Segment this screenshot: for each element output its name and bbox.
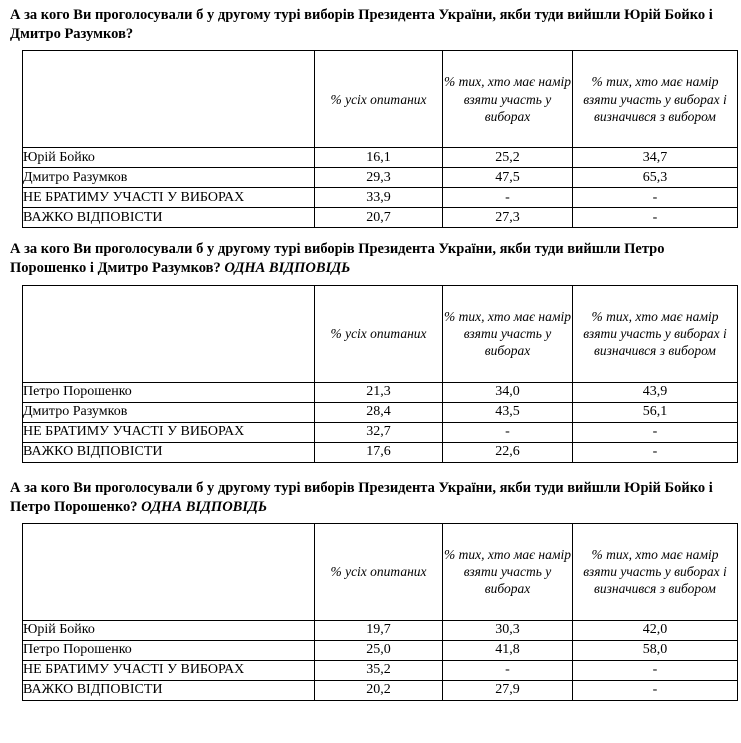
question-main-2: А за кого Ви проголосували б у другому турі виборів Президента України, якби туди вийшли Петро Порошенко і Дмитро Разумков? <box>10 241 665 277</box>
row-value-intend: - <box>443 422 573 442</box>
question-text-1 <box>10 6 733 44</box>
row-value-intend: 22,6 <box>443 442 573 462</box>
header-cell-decided: % тих, хто має намір взяти участь у виборах і визначився з вибором <box>573 51 738 148</box>
row-value-all: 20,7 <box>315 208 443 228</box>
header-cell-intend: % тих, хто має намір взяти участь у виборах <box>443 285 573 382</box>
row-value-intend: 25,2 <box>443 148 573 168</box>
question-text-3 <box>10 479 733 517</box>
row-value-intend: - <box>443 188 573 208</box>
poll-block-2 <box>8 240 733 462</box>
row-value-intend: 30,3 <box>443 620 573 640</box>
table-row <box>23 402 738 422</box>
row-value-all: 17,6 <box>315 442 443 462</box>
header-cell-decided: % тих, хто має намір взяти участь у виборах і визначився з вибором <box>573 523 738 620</box>
table-row <box>23 148 738 168</box>
table-header-row <box>23 523 738 620</box>
row-label: Петро Порошенко <box>23 640 315 660</box>
question-text-2 <box>10 240 733 278</box>
header-cell-blank <box>23 523 315 620</box>
poll-table-3 <box>22 523 738 701</box>
table-header-row <box>23 285 738 382</box>
header-cell-decided: % тих, хто має намір взяти участь у виборах і визначився з вибором <box>573 285 738 382</box>
row-value-decided: 58,0 <box>573 640 738 660</box>
row-value-decided: - <box>573 680 738 700</box>
row-label: Юрій Бойко <box>23 148 315 168</box>
row-value-all: 21,3 <box>315 382 443 402</box>
table-row <box>23 660 738 680</box>
row-value-all: 29,3 <box>315 168 443 188</box>
row-value-decided: - <box>573 422 738 442</box>
row-label: ВАЖКО ВІДПОВІСТИ <box>23 442 315 462</box>
row-label: ВАЖКО ВІДПОВІСТИ <box>23 680 315 700</box>
row-value-all: 35,2 <box>315 660 443 680</box>
row-value-decided: 34,7 <box>573 148 738 168</box>
poll-table-1 <box>22 50 738 228</box>
row-value-all: 25,0 <box>315 640 443 660</box>
row-value-all: 33,9 <box>315 188 443 208</box>
row-value-intend: 47,5 <box>443 168 573 188</box>
row-label: Дмитро Разумков <box>23 402 315 422</box>
question-note-3: ОДНА ВІДПОВІДЬ <box>141 498 268 515</box>
table-header-row <box>23 51 738 148</box>
row-label: Дмитро Разумков <box>23 168 315 188</box>
table-row <box>23 640 738 660</box>
row-value-all: 28,4 <box>315 402 443 422</box>
poll-block-1 <box>8 6 733 228</box>
question-main-1: А за кого Ви проголосували б у другому турі виборів Президента України, якби туди вийшли Юрій Бойко і Дмитро Разумков? <box>10 7 713 43</box>
table-row <box>23 188 738 208</box>
row-value-intend: 43,5 <box>443 402 573 422</box>
header-cell-all: % усіх опитаних <box>315 523 443 620</box>
row-value-all: 16,1 <box>315 148 443 168</box>
row-label: НЕ БРАТИМУ УЧАСТІ У ВИБОРАХ <box>23 188 315 208</box>
header-cell-intend: % тих, хто має намір взяти участь у виборах <box>443 51 573 148</box>
row-value-intend: 27,9 <box>443 680 573 700</box>
row-value-all: 20,2 <box>315 680 443 700</box>
row-value-intend: - <box>443 660 573 680</box>
row-value-decided: 42,0 <box>573 620 738 640</box>
table-row <box>23 442 738 462</box>
row-value-decided: 56,1 <box>573 402 738 422</box>
row-label: Петро Порошенко <box>23 382 315 402</box>
header-cell-blank <box>23 285 315 382</box>
header-cell-all: % усіх опитаних <box>315 51 443 148</box>
row-value-decided: - <box>573 188 738 208</box>
row-label: ВАЖКО ВІДПОВІСТИ <box>23 208 315 228</box>
row-label: НЕ БРАТИМУ УЧАСТІ У ВИБОРАХ <box>23 660 315 680</box>
row-value-decided: 65,3 <box>573 168 738 188</box>
row-value-all: 19,7 <box>315 620 443 640</box>
row-value-decided: 43,9 <box>573 382 738 402</box>
row-value-intend: 41,8 <box>443 640 573 660</box>
question-main-3: А за кого Ви проголосували б у другому турі виборів Президента України, якби туди вийшли Юрій Бойко і Петро Порошенко? <box>10 479 713 515</box>
row-value-intend: 34,0 <box>443 382 573 402</box>
table-row <box>23 422 738 442</box>
question-note-2: ОДНА ВІДПОВІДЬ <box>224 260 351 277</box>
header-cell-blank <box>23 51 315 148</box>
poll-block-3 <box>8 479 733 701</box>
row-value-intend: 27,3 <box>443 208 573 228</box>
header-cell-all: % усіх опитаних <box>315 285 443 382</box>
table-row <box>23 680 738 700</box>
row-label: Юрій Бойко <box>23 620 315 640</box>
table-row <box>23 620 738 640</box>
table-row <box>23 168 738 188</box>
row-value-decided: - <box>573 208 738 228</box>
header-cell-intend: % тих, хто має намір взяти участь у виборах <box>443 523 573 620</box>
row-value-all: 32,7 <box>315 422 443 442</box>
poll-table-2 <box>22 285 738 463</box>
row-value-decided: - <box>573 442 738 462</box>
row-label: НЕ БРАТИМУ УЧАСТІ У ВИБОРАХ <box>23 422 315 442</box>
row-value-decided: - <box>573 660 738 680</box>
table-row <box>23 208 738 228</box>
table-row <box>23 382 738 402</box>
